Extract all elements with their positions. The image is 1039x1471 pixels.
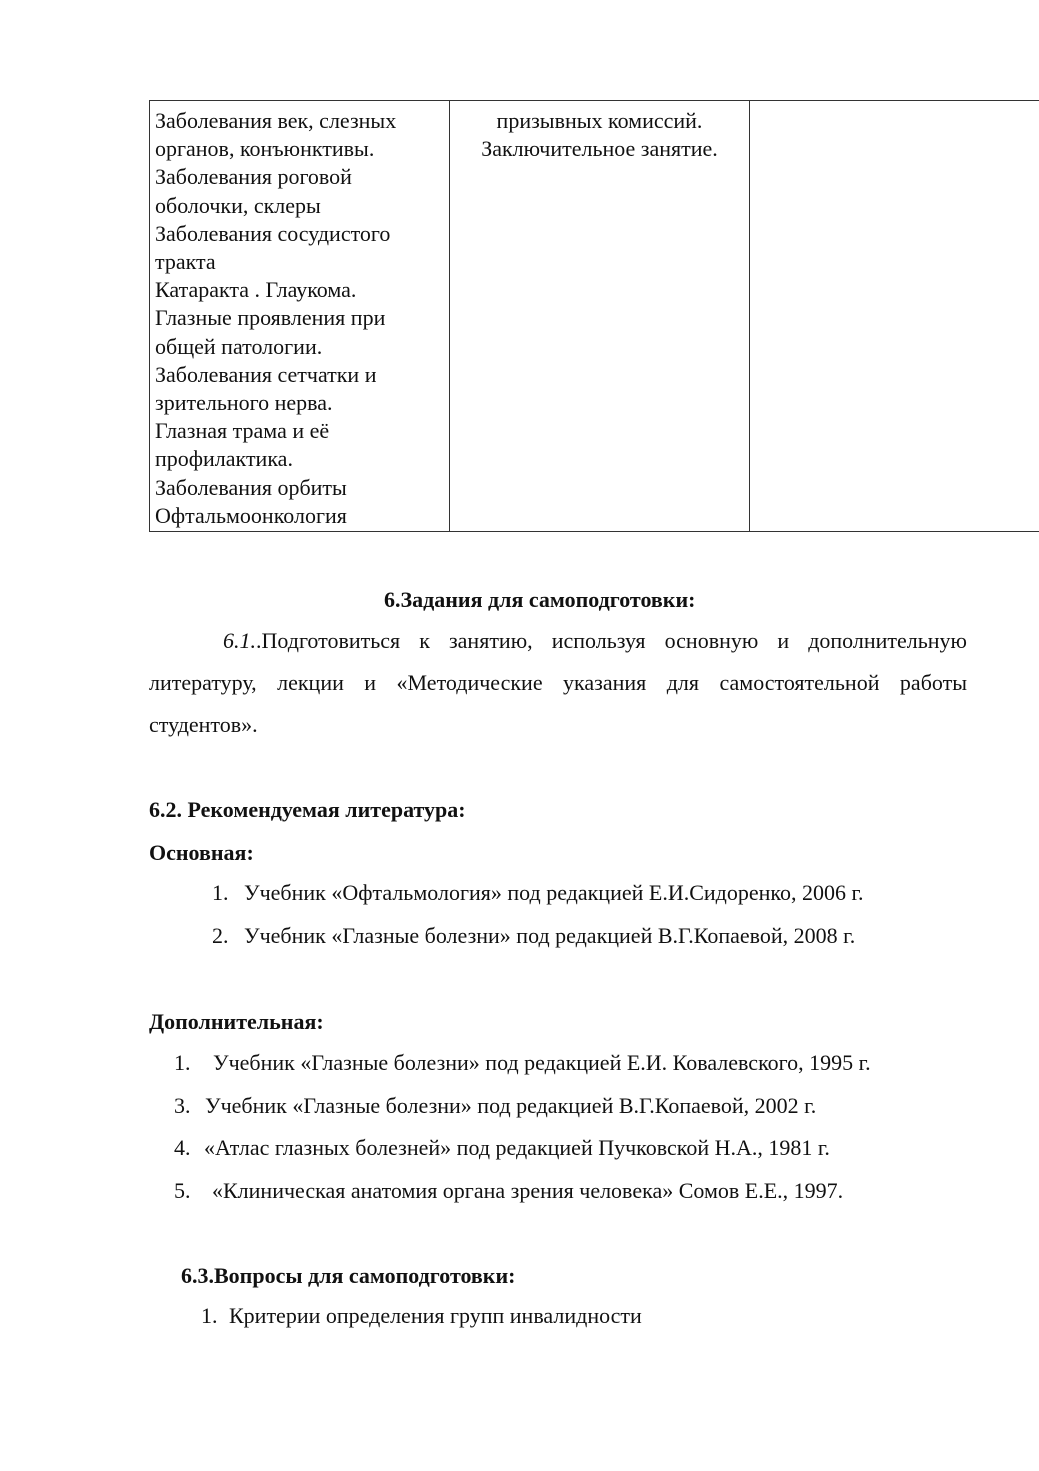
section-6-1-paragraph <box>149 620 967 746</box>
cell-line: Заключительное занятие. <box>481 136 718 162</box>
list-item <box>174 1093 817 1119</box>
list-number: 1. <box>212 880 229 905</box>
list-number: 4. <box>174 1135 191 1160</box>
cell-line: Глазные проявления при <box>155 305 386 331</box>
cell-line: призывных комиссий. <box>496 108 703 133</box>
cell-line: Офтальмоонкология <box>155 502 347 528</box>
list-item <box>174 1050 871 1076</box>
list-item <box>212 923 856 949</box>
item-number: 6.1. <box>223 628 256 653</box>
paragraph-line <box>149 620 967 662</box>
cell-line: Заболевания сетчатки и <box>155 361 377 387</box>
cell-line: Заболевания сосудистого <box>155 220 391 246</box>
list-item <box>212 880 864 906</box>
basic-literature-label: Основная: <box>149 840 254 865</box>
cell-line: Заболевания орбиты <box>155 474 347 500</box>
topics-table <box>149 100 1039 532</box>
section-6-3-heading: 6.3.Вопросы для самоподготовки: <box>181 1263 516 1288</box>
list-text: Учебник «Глазные болезни» под редакцией В.Г.Копаевой, 2008 г. <box>244 923 856 948</box>
paragraph-text: .Подготовиться к занятию, используя основную и дополнительную <box>256 628 967 653</box>
cell-line: профилактика. <box>155 446 293 472</box>
paragraph-line: литературу, лекции и «Методические указания для самостоятельной работы <box>149 670 967 695</box>
cell-line: оболочки, склеры <box>155 192 321 218</box>
table-cell-activities <box>450 101 750 532</box>
list-text: «Клиническая анатомия органа зрения человека» Сомов Е.Е., 1997. <box>212 1178 844 1203</box>
extra-literature-label: Дополнительная: <box>149 1009 324 1034</box>
list-text: Учебник «Глазные болезни» под редакцией Е.И. Ковалевского, 1995 г. <box>213 1050 871 1075</box>
table-cell-topics <box>150 101 450 532</box>
cell-line: зрительного нерва. <box>155 390 333 416</box>
cell-line: Катаракта . Глаукома. <box>155 277 357 303</box>
table-row <box>150 101 1039 532</box>
table-cell-empty <box>750 101 1039 532</box>
cell-line: общей патологии. <box>155 333 323 359</box>
list-number: 3. <box>174 1093 191 1118</box>
list-text: Критерии определения групп инвалидности <box>229 1303 642 1328</box>
list-text: Учебник «Глазные болезни» под редакцией В.Г.Копаевой, 2002 г. <box>205 1093 817 1118</box>
list-number: 1. <box>201 1303 218 1328</box>
cell-line: Заболевания роговой <box>155 164 352 190</box>
list-text: Учебник «Офтальмология» под редакцией Е.И.Сидоренко, 2006 г. <box>244 880 864 905</box>
section-6-2-heading: 6.2. Рекомендуемая литература: <box>149 797 466 822</box>
cell-line: Глазная трама и её <box>155 418 330 444</box>
list-text: «Атлас глазных болезней» под редакцией Пучковской Н.А., 1981 г. <box>204 1135 830 1160</box>
list-item <box>174 1135 830 1161</box>
list-number: 2. <box>212 923 229 948</box>
list-item <box>201 1303 642 1329</box>
cell-line: органов, конъюнктивы. <box>155 136 375 162</box>
list-number: 5. <box>174 1178 191 1203</box>
list-item <box>174 1178 844 1204</box>
list-number: 1. <box>174 1050 191 1075</box>
cell-line: тракта <box>155 249 216 275</box>
cell-line: Заболевания век, слезных <box>155 108 397 133</box>
paragraph-line: студентов». <box>149 712 258 737</box>
section-6-heading: 6.Задания для самоподготовки: <box>384 587 696 612</box>
